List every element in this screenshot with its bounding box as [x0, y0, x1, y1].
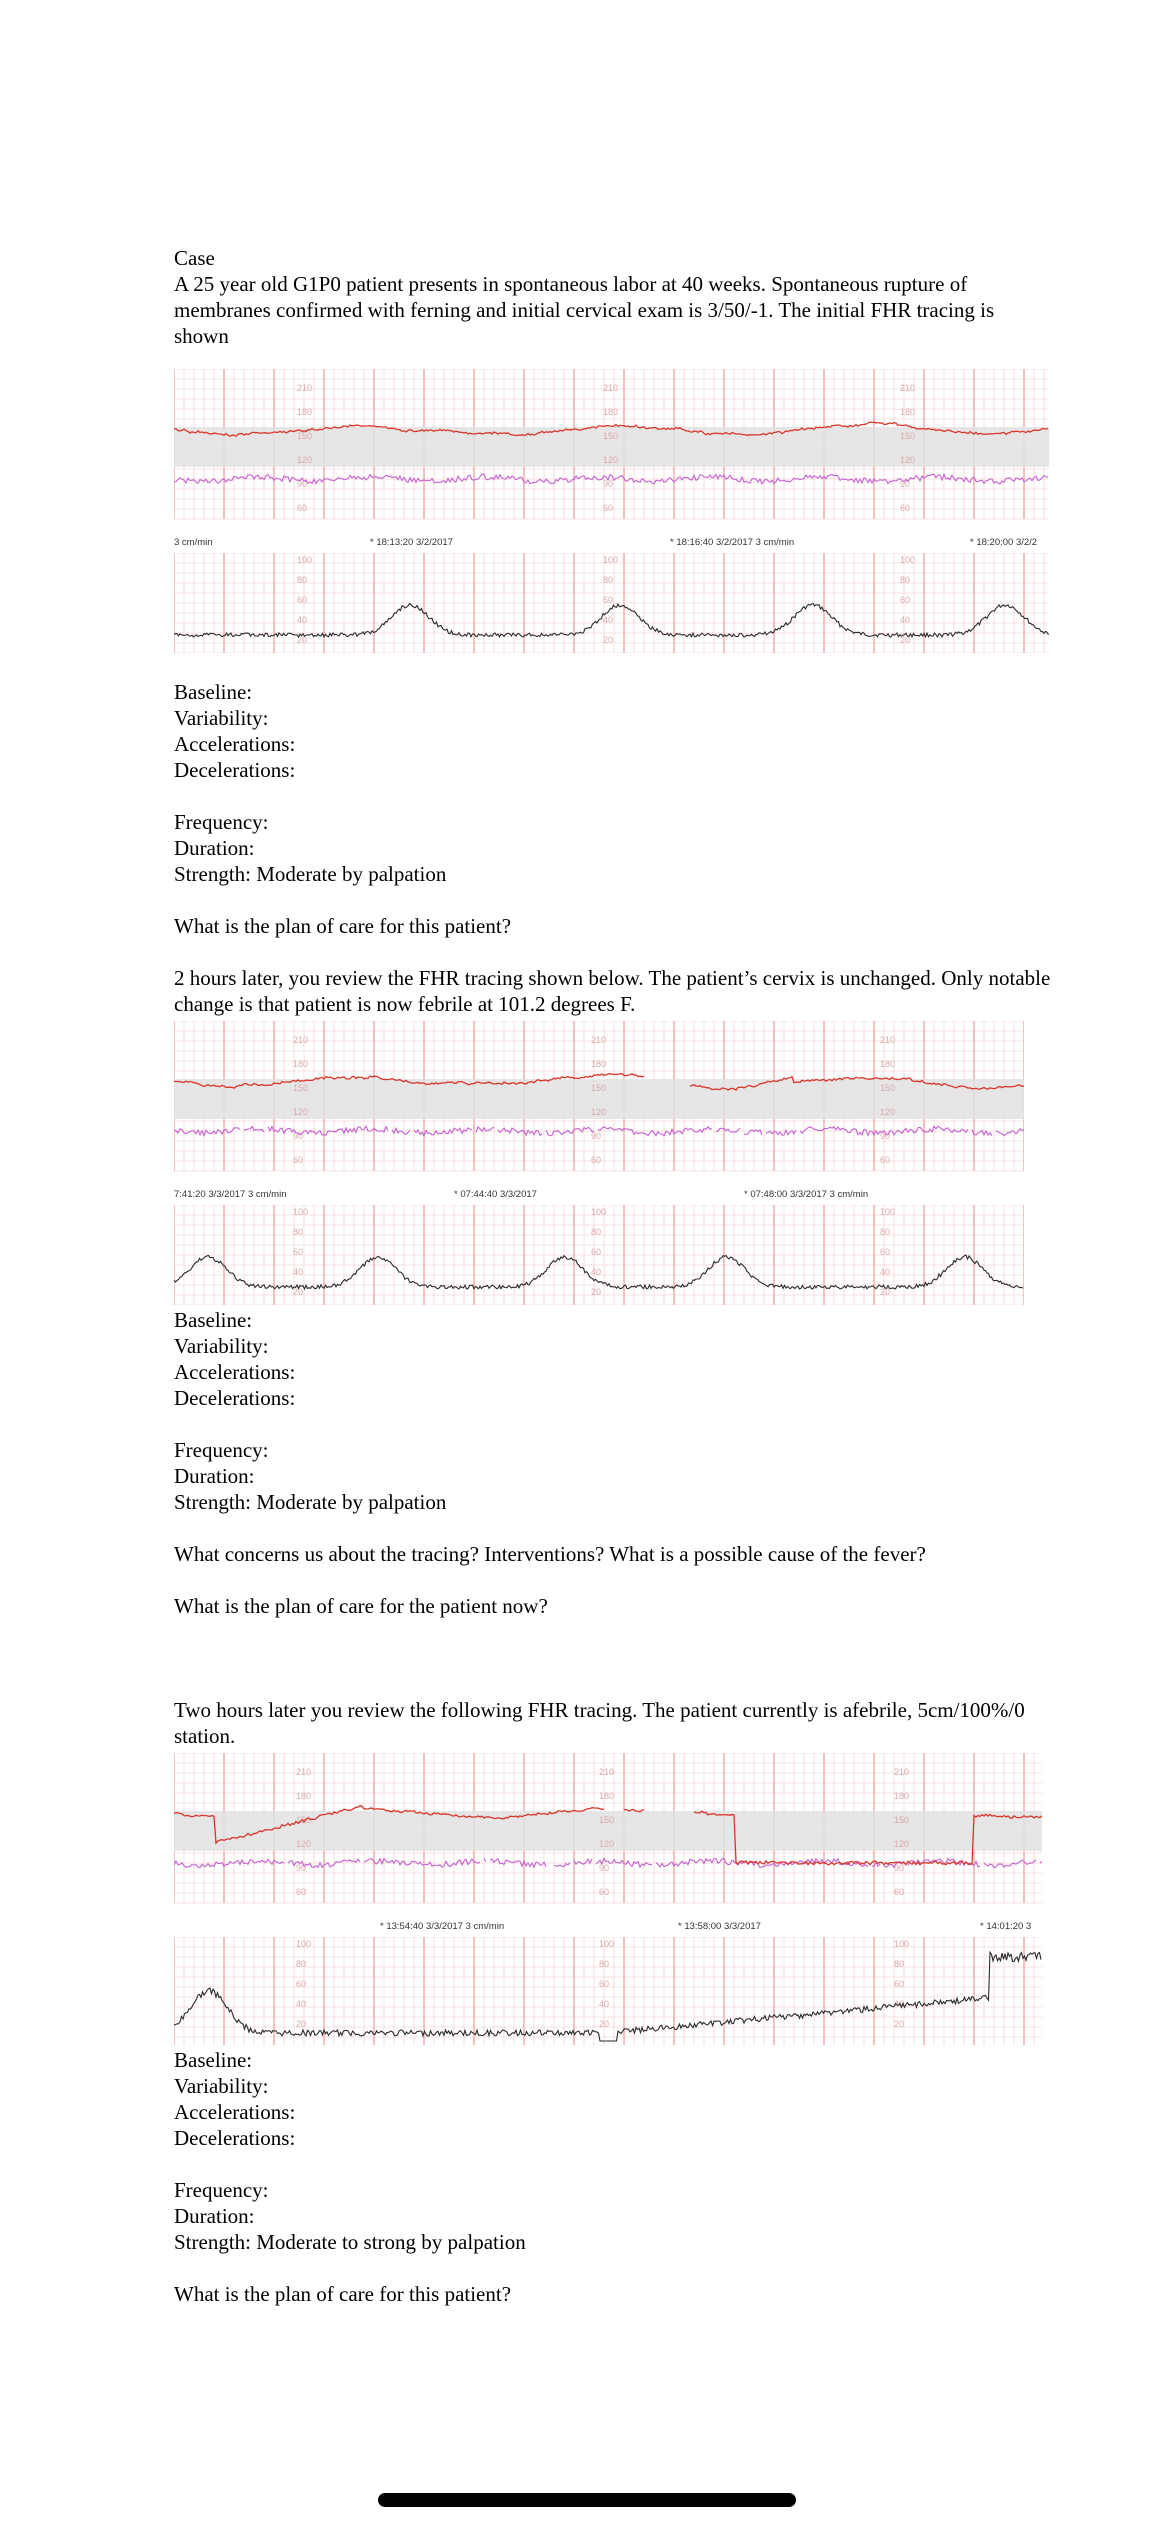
- case2-decelerations-label: Decelerations:: [174, 1386, 296, 1410]
- fhr-scale-label: 120: [591, 1107, 607, 1117]
- toco-scale-label: 60: [591, 1247, 602, 1257]
- case3-toco-chart: [174, 1937, 1042, 2045]
- toco-scale-label: 80: [599, 1959, 610, 1969]
- fhr-scale-label: 90: [297, 479, 308, 489]
- fhr-scale-label: 60: [603, 503, 614, 513]
- toco-scale-label: 60: [293, 1247, 304, 1257]
- fhr-scale-label: 120: [296, 1839, 312, 1849]
- fhr-scale-label: 120: [599, 1839, 615, 1849]
- fhr-scale-label: 90: [603, 479, 614, 489]
- toco-scale-label: 40: [599, 1999, 610, 2009]
- case1-fhr-strip: [174, 369, 1049, 548]
- fhr-scale-label: 180: [599, 1791, 615, 1801]
- case2-frequency-label: Frequency:: [174, 1438, 269, 1462]
- fhr-scale-label: 150: [894, 1815, 910, 1825]
- toco-scale-label: 80: [297, 575, 308, 585]
- case3-question: What is the plan of care for this patient?: [174, 2282, 512, 2306]
- case3-variability-label: Variability:: [174, 2074, 269, 2098]
- case1-toco-chart: [174, 553, 1049, 653]
- case3-frequency-label: Frequency:: [174, 2178, 269, 2202]
- toco-scale-label: 100: [591, 1207, 607, 1217]
- case1-duration-label: Duration:: [174, 836, 255, 860]
- toco-scale-label: 80: [603, 575, 614, 585]
- case1-accelerations-label: Accelerations:: [174, 732, 296, 756]
- case3-timestamp-3: * 14:01:20 3: [980, 1921, 1032, 1932]
- fhr-scale-label: 60: [599, 1887, 610, 1897]
- fhr-scale-label: 210: [296, 1767, 312, 1777]
- toco-scale-label: 20: [297, 635, 308, 645]
- fhr-scale-label: 90: [894, 1863, 905, 1873]
- case3-fhr-chart: [174, 1753, 1042, 1925]
- fhr-scale-label: 150: [900, 431, 916, 441]
- case3-baseline-label: Baseline:: [174, 2048, 253, 2072]
- toco-scale-label: 20: [591, 1287, 602, 1297]
- case2-toco-strip: [174, 1205, 1049, 1305]
- case3-toco-strip: [174, 1937, 1049, 2045]
- toco-scale-label: 100: [297, 555, 313, 565]
- case2-variability-label: Variability:: [174, 1334, 269, 1358]
- toco-scale-label: 100: [880, 1207, 896, 1217]
- case1-question: What is the plan of care for this patient?: [174, 914, 512, 938]
- fhr-scale-label: 180: [880, 1059, 896, 1069]
- toco-scale-label: 60: [599, 1979, 610, 1989]
- case2-intro: 2 hours later, you review the FHR tracing shown below. The patient’s cervix is unchanged. Only notable change is that patient is now febrile at 101.2 degrees F.: [174, 966, 1056, 1016]
- toco-scale-label: 60: [297, 595, 308, 605]
- fhr-scale-label: 120: [297, 455, 313, 465]
- document-page: [174, 245, 1054, 2307]
- toco-scale-label: 60: [603, 595, 614, 605]
- toco-scale-label: 20: [293, 1287, 304, 1297]
- toco-scale-label: 100: [603, 555, 619, 565]
- case1-baseline-label: Baseline:: [174, 680, 253, 704]
- toco-scale-label: 80: [880, 1227, 891, 1237]
- case3-decelerations-label: Decelerations:: [174, 2126, 296, 2150]
- case2-baseline-label: Baseline:: [174, 1308, 253, 1332]
- toco-scale-label: 80: [293, 1227, 304, 1237]
- toco-scale-label: 60: [900, 595, 911, 605]
- case3-timestamp-1: * 13:54:40 3/3/2017 3 cm/min: [380, 1921, 505, 1932]
- fhr-scale-label: 90: [296, 1863, 307, 1873]
- case1-strength-label: Strength: Moderate by palpation: [174, 862, 447, 886]
- fhr-scale-label: 180: [293, 1059, 309, 1069]
- toco-scale-label: 20: [599, 2019, 610, 2029]
- fhr-scale-label: 180: [591, 1059, 607, 1069]
- fhr-scale-label: 180: [894, 1791, 910, 1801]
- case1-frequency-label: Frequency:: [174, 810, 269, 834]
- case3-fhr-strip: [174, 1753, 1049, 1932]
- fhr-scale-label: 120: [900, 455, 916, 465]
- toco-scale-label: 40: [591, 1267, 602, 1277]
- toco-scale-label: 60: [894, 1979, 905, 1989]
- case1-speed-label: 3 cm/min: [174, 537, 213, 548]
- case2-question-plan: What is the plan of care for the patient now?: [174, 1594, 548, 1618]
- toco-scale-label: 20: [900, 635, 911, 645]
- case3-timestamp-2: * 13:58:00 3/3/2017: [678, 1921, 761, 1932]
- case2-fhr-chart: [174, 1021, 1024, 1193]
- toco-scale-label: 40: [293, 1267, 304, 1277]
- fhr-scale-label: 150: [591, 1083, 607, 1093]
- case2-fhr-strip: [174, 1021, 1049, 1200]
- case1-timestamp-2: * 18:16:40 3/2/2017 3 cm/min: [670, 537, 795, 548]
- toco-scale-label: 60: [880, 1247, 891, 1257]
- fhr-scale-label: 150: [296, 1815, 312, 1825]
- toco-scale-label: 60: [296, 1979, 307, 1989]
- case2-accelerations-label: Accelerations:: [174, 1360, 296, 1384]
- case3-strength-label: Strength: Moderate to strong by palpation: [174, 2230, 526, 2254]
- fhr-scale-label: 210: [900, 383, 916, 393]
- fhr-scale-label: 210: [880, 1035, 896, 1045]
- fhr-scale-label: 90: [880, 1131, 891, 1141]
- case2-toco-chart: [174, 1205, 1024, 1305]
- case2-timestamp-2: * 07:44:40 3/3/2017: [454, 1189, 537, 1200]
- fhr-scale-label: 60: [296, 1887, 307, 1897]
- case2-question-concerns: What concerns us about the tracing? Interventions? What is a possible cause of the fever?: [174, 1542, 926, 1566]
- fhr-scale-label: 90: [591, 1131, 602, 1141]
- toco-scale-label: 80: [900, 575, 911, 585]
- fhr-scale-label: 210: [297, 383, 313, 393]
- case3-duration-label: Duration:: [174, 2204, 255, 2228]
- fhr-scale-label: 210: [599, 1767, 615, 1777]
- fhr-scale-label: 60: [900, 503, 911, 513]
- fhr-scale-label: 120: [880, 1107, 896, 1117]
- fhr-scale-label: 90: [900, 479, 911, 489]
- fhr-scale-label: 180: [296, 1791, 312, 1801]
- fhr-scale-label: 150: [603, 431, 619, 441]
- fhr-scale-label: 150: [880, 1083, 896, 1093]
- case1-fhr-chart: [174, 369, 1049, 543]
- fhr-scale-label: 90: [599, 1863, 610, 1873]
- fhr-scale-label: 120: [293, 1107, 309, 1117]
- toco-scale-label: 40: [900, 615, 911, 625]
- toco-scale-label: 40: [880, 1267, 891, 1277]
- fhr-scale-label: 60: [293, 1155, 304, 1165]
- fhr-scale-label: 210: [603, 383, 619, 393]
- fhr-scale-label: 90: [293, 1131, 304, 1141]
- case2-duration-label: Duration:: [174, 1464, 255, 1488]
- toco-scale-label: 20: [894, 2019, 905, 2029]
- fhr-scale-label: 180: [297, 407, 313, 417]
- toco-scale-label: 20: [603, 635, 614, 645]
- case3-accelerations-label: Accelerations:: [174, 2100, 296, 2124]
- case2-strength-label: Strength: Moderate by palpation: [174, 1490, 447, 1514]
- toco-scale-label: 100: [900, 555, 916, 565]
- toco-scale-label: 80: [296, 1959, 307, 1969]
- fhr-scale-label: 120: [603, 455, 619, 465]
- fhr-scale-label: 150: [599, 1815, 615, 1825]
- toco-scale-label: 100: [296, 1939, 312, 1949]
- fhr-scale-label: 150: [293, 1083, 309, 1093]
- case1-variability-label: Variability:: [174, 706, 269, 730]
- fhr-scale-label: 60: [894, 1887, 905, 1897]
- case1-decelerations-label: Decelerations:: [174, 758, 296, 782]
- fhr-scale-label: 150: [297, 431, 313, 441]
- fhr-scale-label: 60: [880, 1155, 891, 1165]
- case-heading: Case: [174, 246, 215, 270]
- case3-intro: Two hours later you review the following FHR tracing. The patient currently is afebrile, 5cm/100%/0 station.: [174, 1698, 1031, 1748]
- case2-timestamp-1: 7:41:20 3/3/2017 3 cm/min: [174, 1189, 287, 1200]
- fhr-scale-label: 180: [603, 407, 619, 417]
- case1-intro: A 25 year old G1P0 patient presents in spontaneous labor at 40 weeks. Spontaneous rupture of membranes confirmed with ferning and initial cervical exam is 3/50/-1. The initial FHR tracing is shown: [174, 272, 1000, 348]
- toco-scale-label: 20: [880, 1287, 891, 1297]
- fhr-scale-label: 210: [894, 1767, 910, 1777]
- fhr-scale-label: 210: [293, 1035, 309, 1045]
- case1-toco-strip: [174, 553, 1049, 653]
- fhr-scale-label: 60: [297, 503, 308, 513]
- toco-scale-label: 100: [293, 1207, 309, 1217]
- fhr-scale-label: 120: [894, 1839, 910, 1849]
- toco-scale-label: 100: [599, 1939, 615, 1949]
- toco-scale-label: 100: [894, 1939, 910, 1949]
- toco-scale-label: 80: [591, 1227, 602, 1237]
- fhr-scale-label: 180: [900, 407, 916, 417]
- toco-scale-label: 40: [296, 1999, 307, 2009]
- toco-scale-label: 40: [297, 615, 308, 625]
- toco-scale-label: 40: [894, 1999, 905, 2009]
- toco-scale-label: 40: [603, 615, 614, 625]
- home-indicator[interactable]: [378, 2493, 796, 2507]
- fhr-scale-label: 210: [591, 1035, 607, 1045]
- case1-timestamp-1: * 18:13:20 3/2/2017: [370, 537, 453, 548]
- case2-timestamp-3: * 07:48:00 3/3/2017 3 cm/min: [744, 1189, 869, 1200]
- toco-scale-label: 20: [296, 2019, 307, 2029]
- toco-scale-label: 80: [894, 1959, 905, 1969]
- case1-timestamp-3: * 18:20:00 3/2/2: [970, 537, 1038, 548]
- fhr-scale-label: 60: [591, 1155, 602, 1165]
